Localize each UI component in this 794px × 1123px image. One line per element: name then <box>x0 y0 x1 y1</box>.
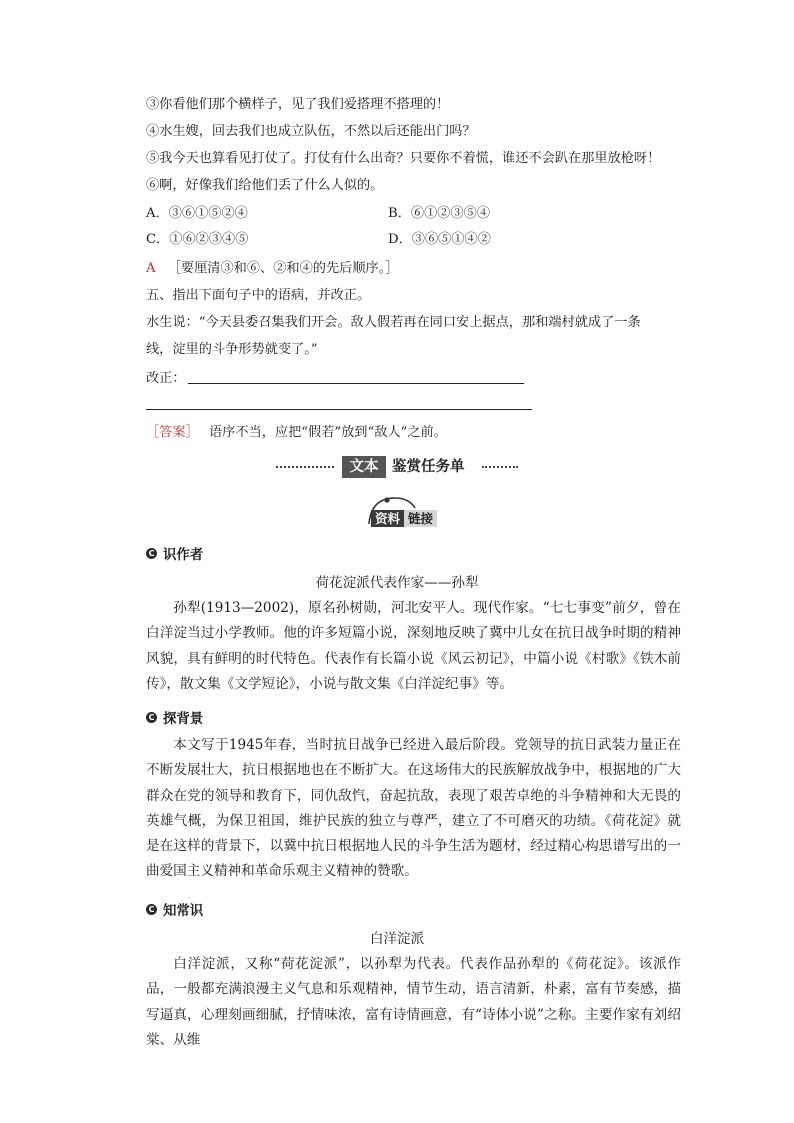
author-title: 荷花淀派代表作家——孙犁 <box>315 575 479 591</box>
section-knowledge-label: 知常识 <box>163 904 204 919</box>
knowledge-title: 白洋淀派 <box>369 931 425 947</box>
sentence-6: ⑥啊，好像我们给他们丢了什么人似的。 <box>146 178 384 193</box>
sentence-4: ④水生嫂，回去我们也成立队伍，不然以后还能出门吗？ <box>146 124 476 139</box>
ziliao-lianjie-badge <box>365 494 465 532</box>
answer-explanation: ［要厘清③和⑥、②和④的先后顺序。］ <box>167 261 399 276</box>
circle-c-icon: C <box>146 712 157 723</box>
sentence-3: ③你看他们那个横样子，见了我们爱搭理不搭理的！ <box>146 97 450 112</box>
option-d: D．③⑥⑤①④② <box>388 232 491 247</box>
section-background-label: 探背景 <box>163 712 204 727</box>
answer-q5 <box>146 423 447 443</box>
author-paragraph: 孙犁(1913—2002)，原名孙树勋，河北安平人。现代作家。“七七事变”前夕，曾在白洋淀当过小学教师。他的许多短篇小说，深刻地反映了冀中儿女在抗日战争时期的精神风貌，具有鲜明的时代特色。代表作有长篇小说《风云初记》，中篇小说《村歌》《铁木前传》，散文集《文学短论》，小说与散文集《白洋淀纪事》等。 <box>146 600 681 692</box>
answer-blank-line-1 <box>188 383 524 384</box>
question-5-quote-line2: 线，淀里的斗争形势就变了。” <box>146 342 318 357</box>
question-5-quote-line1: 水生说：“今天县委召集我们开会。敌人假若再在同口安上据点，那和端村就成了一条 <box>146 315 641 330</box>
answer-letter: A <box>146 261 156 276</box>
circle-c-icon: C <box>146 904 157 915</box>
answer-tag: ［答案］ <box>146 425 199 440</box>
banner-title: 鉴赏任务单 <box>392 459 465 475</box>
option-b: B．⑥①②③⑤④ <box>388 206 491 221</box>
answer-blank-line-2 <box>146 409 532 410</box>
section-author-heading <box>146 544 203 563</box>
answer-q4 <box>146 259 399 279</box>
question-5-title: 五、指出下面句子中的语病，并改正。 <box>146 288 371 303</box>
option-a: A．③⑥①⑤②④ <box>146 206 248 221</box>
section-knowledge-heading <box>146 900 203 919</box>
fix-label: 改正： <box>146 371 186 386</box>
sentence-5: ⑤我今天也算看见打仗了。打仗有什么出奇？只要你不着慌，谁还不会趴在那里放枪呀！ <box>146 151 661 166</box>
option-c: C．①⑥②③④⑤ <box>146 232 249 247</box>
section-author-label: 识作者 <box>163 548 204 563</box>
background-paragraph: 本文写于1945年春，当时抗日战争已经进入最后阶段。党领导的抗日武装力量正在不断发展壮大，抗日根据地也在不断扩大。在这场伟大的民族解放战争中，根据地的广大群众在党的领导和教育下，同仇敌忾，奋起抗敌，表现了艰苦卓绝的斗争精神和大无畏的英雄气概，为保卫祖国，维护民族的独立与尊严，建立了不可磨灭的功绩。《荷花淀》就是在这样的背景下，以冀中抗日根据地人民的斗争生活为题材，经过精心构思谱写出的一曲爱国主义精神和革命乐观主义精神的赞歌。 <box>146 737 681 880</box>
circle-c-icon: C <box>146 548 157 559</box>
knowledge-paragraph: 白洋淀派，又称“荷花淀派”，以孙犁为代表。代表作品孙犁的《荷花淀》。该派作品，一般都充满浪漫主义气息和乐观精神，情节生动，语言清新，朴素，富有节奏感，描写逼真，心理刻画细腻，抒情味浓，富有诗情画意，有“诗体小说”之称。主要作家有刘绍棠、从维 <box>146 956 681 1048</box>
banner-dots-left <box>276 466 334 468</box>
banner-box: 文本 <box>342 456 386 478</box>
answer-q5-text: 语序不当，应把“假若”放到“敌人”之前。 <box>208 425 447 440</box>
badge-part2: 链接 <box>404 510 437 527</box>
badge-part1: 资料 <box>371 510 404 527</box>
section-background-heading <box>146 708 203 727</box>
banner-dots-right <box>482 466 518 468</box>
section-banner <box>276 456 518 478</box>
